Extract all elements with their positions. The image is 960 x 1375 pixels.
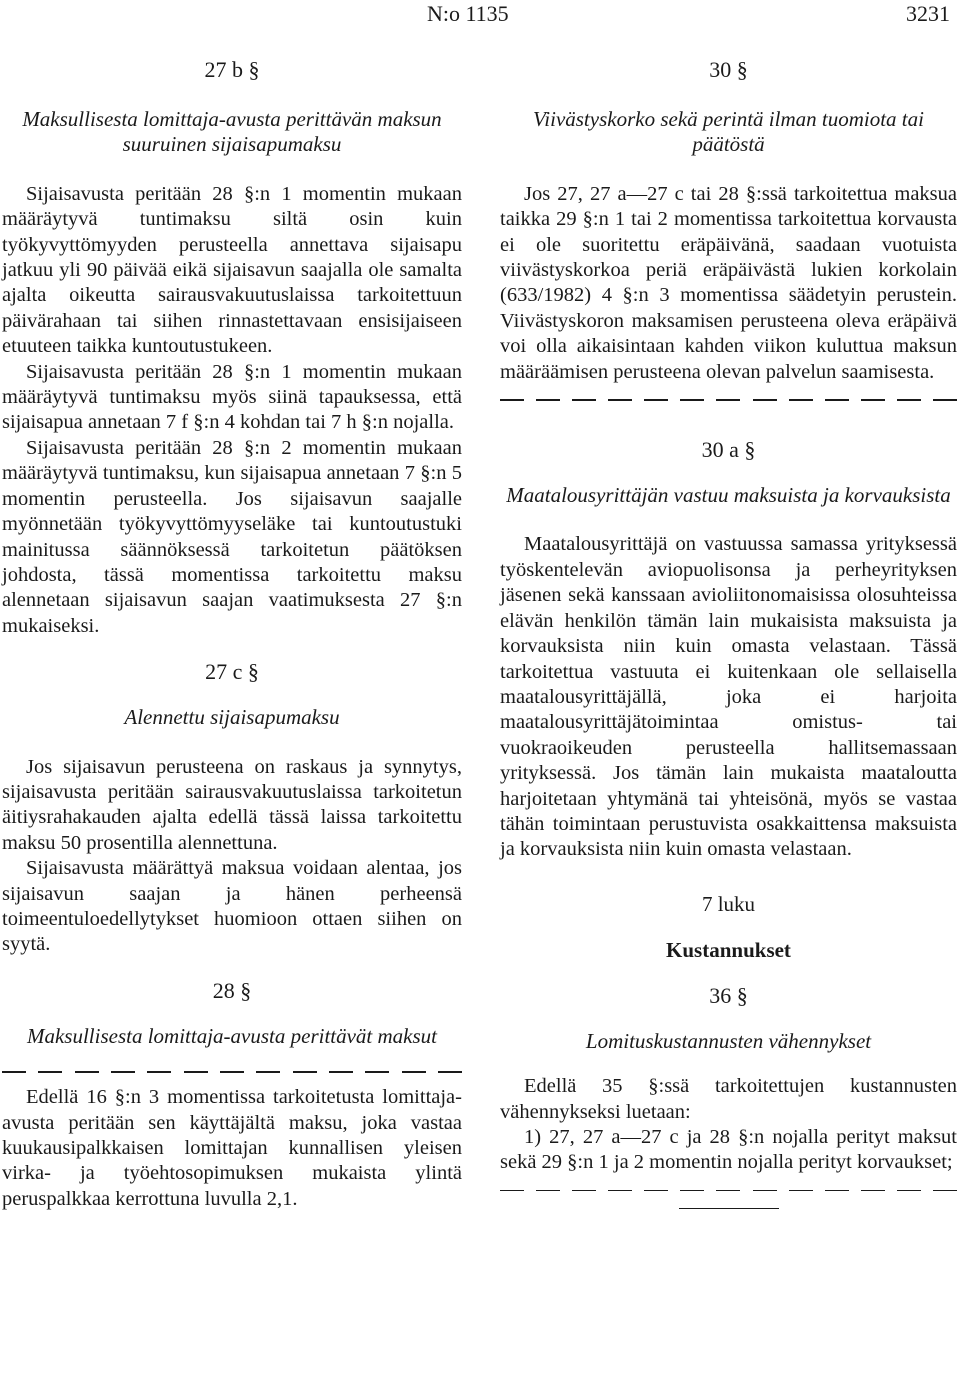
section-title-28: Maksullisesta lomittaja-avusta perittävät maksut xyxy=(26,1023,438,1048)
paragraph-30-1: Jos 27, 27 a—27 c tai 28 §:ssä tarkoitettua maksua taikka 29 §:n 1 tai 2 momentissa tarkoitettua korvausta ei ole suoritettu eräpäivänä, saadaan vuotuista viivästyskorkoa periä eräpäivästä lukien korkolain (633/1982) 4 §:n 3 momentissa säädetyin perustein. Viivästyskoron maksamisen perusteena oleva eräpäivä voi olla aikaisintaan kahden viikon kuluttua maksun määräämisen perusteena olevan palvelun saamisesta. xyxy=(500,182,957,383)
end-rule xyxy=(679,1208,779,1210)
section-title-30a: Maatalousyrittäjän vastuu maksuista ja korvauksista xyxy=(506,483,951,508)
page-number: 3231 xyxy=(906,1,950,26)
paragraph-36-2: 1) 27, 27 a—27 c ja 28 §:n nojalla perityt maksut sekä 29 §:n 1 ja 2 momentin nojalla perityt korvaukset; xyxy=(500,1125,957,1174)
section-heading-36: 36 § xyxy=(709,982,748,1008)
section-heading-30a: 30 a § xyxy=(701,437,756,463)
section-heading-27b: 27 b § xyxy=(204,57,260,82)
section-title-27c: Alennettu sijaisapumaksu xyxy=(124,705,340,730)
paragraph-27c-2: Sijaisavusta määrättyä maksua voidaan alentaa, jos sijaisavun saajan ja hänen perheensä toimeentuloedellytykset huomioon ottaen siihen on syytä. xyxy=(2,857,462,956)
left-column xyxy=(2,57,462,1212)
page-header xyxy=(0,0,960,30)
paragraph-27c-1: Jos sijaisavun perusteena on raskaus ja synnytys, sijaisavusta peritään sairausvakuutuslaissa tarkoitetun äitiysrahakauden ajalta edellä tässä laissa tarkoitettu maksu 50 prosentilla alennettuna. xyxy=(2,755,462,854)
section-heading-27c: 27 c § xyxy=(205,659,259,685)
section-title-36: Lomituskustannusten vähennykset xyxy=(585,1028,872,1053)
paragraph-27b-2: Sijaisavusta peritään 28 §:n 1 momentin mukaan määräytyvä tuntimaksu myös siinä tapauksessa, että sijaisapua annetaan 7 f §:n 4 kohdan tai 7 h §:n nojalla. xyxy=(2,360,462,434)
omission-dashes xyxy=(2,1065,462,1077)
omission-dashes xyxy=(500,1184,957,1196)
omission-dashes xyxy=(500,393,957,405)
section-title-30: Viivästyskorko sekä perintä ilman tuomiota tai päätöstä xyxy=(533,107,924,157)
section-heading-28: 28 § xyxy=(212,977,252,1003)
right-column xyxy=(500,57,957,1209)
chapter-title: Kustannukset xyxy=(666,937,791,962)
section-title-27b: Maksullisesta lomittaja-avusta perittävän maksun suuruinen sijaisapumaksu xyxy=(22,107,442,157)
paragraph-36-1: Edellä 35 §:ssä tarkoitettujen kustannusten vähennykseksi luetaan: xyxy=(500,1075,957,1123)
statute-number: N:o 1135 xyxy=(427,1,509,26)
paragraph-27b-1: Sijaisavusta peritään 28 §:n 1 momentin mukaan määräytyvä tuntimaksu siltä osin kuin työkyvyttömyyden perusteella annettava sijaisapu jatkuu yli 90 päivää eikä sijaisavun saajalla ole samalta ajalta oikeutta sairausvakuutuslaissa tarkoitettuun päivärahaan tai siihen rinnastettavaan ensisijaiseen etuuteen taikka kuntoutustukeen. xyxy=(2,182,462,358)
chapter-number: 7 luku xyxy=(701,891,756,916)
paragraph-30a-1: Maatalousyrittäjä on vastuussa samassa yrityksessä työskentelevän aviopuolisonsa ja perheyrityksen jäsenen sekä kanssaan avioliitonomaisissa olosuhteissa elävän henkilön tämän lain mukaisista maksuista ja korvauksista niin kuin omasta velastaan. Tässä tarkoitettua vastuuta ei kuitenkaan ole sellaisella maatalousyrittäjällä, joka ei harjoita maatalousyrittäjätoimintaa omistus- tai vuokraoikeuden perusteella hallitsemassaan yrityksessä. Jos tämän lain mukaista maataloutta harjoitetaan yhtymänä tai yhteisönä, myös se vastaa tähän toimintaan perustuvista osakkaittensa maksuista ja korvauksista niin kuin omasta velastaan. xyxy=(500,533,957,861)
paragraph-27b-3: Sijaisavusta peritään 28 §:n 2 momentin mukaan määräytyvä tuntimaksu, kun sijaisapua annetaan 7 §:n 5 momentin perusteella. Jos sijaisavun saajalle myönnetään työkyvyttömyyseläke tai kuntoutustuki mainitussa säännöksessä tarkoitetun päätöksen johdosta, tässä momentissa tarkoitettu maksu alennetaan sijaisavun saajan vaatimuksesta 27 §:n mukaiseksi. xyxy=(2,436,462,637)
section-heading-30: 30 § xyxy=(709,57,748,82)
paragraph-28-1: Edellä 16 §:n 3 momentissa tarkoitetusta lomittaja-avusta peritään sen käyttäjältä maksu, joka vastaa kuukausipalkkaisen lomittajan kunnallisen yleisen virka- ja työehtosopimuksen mukaista ylintä peruspalkkaa kerrottuna luvulla 2,1. xyxy=(2,1086,462,1210)
